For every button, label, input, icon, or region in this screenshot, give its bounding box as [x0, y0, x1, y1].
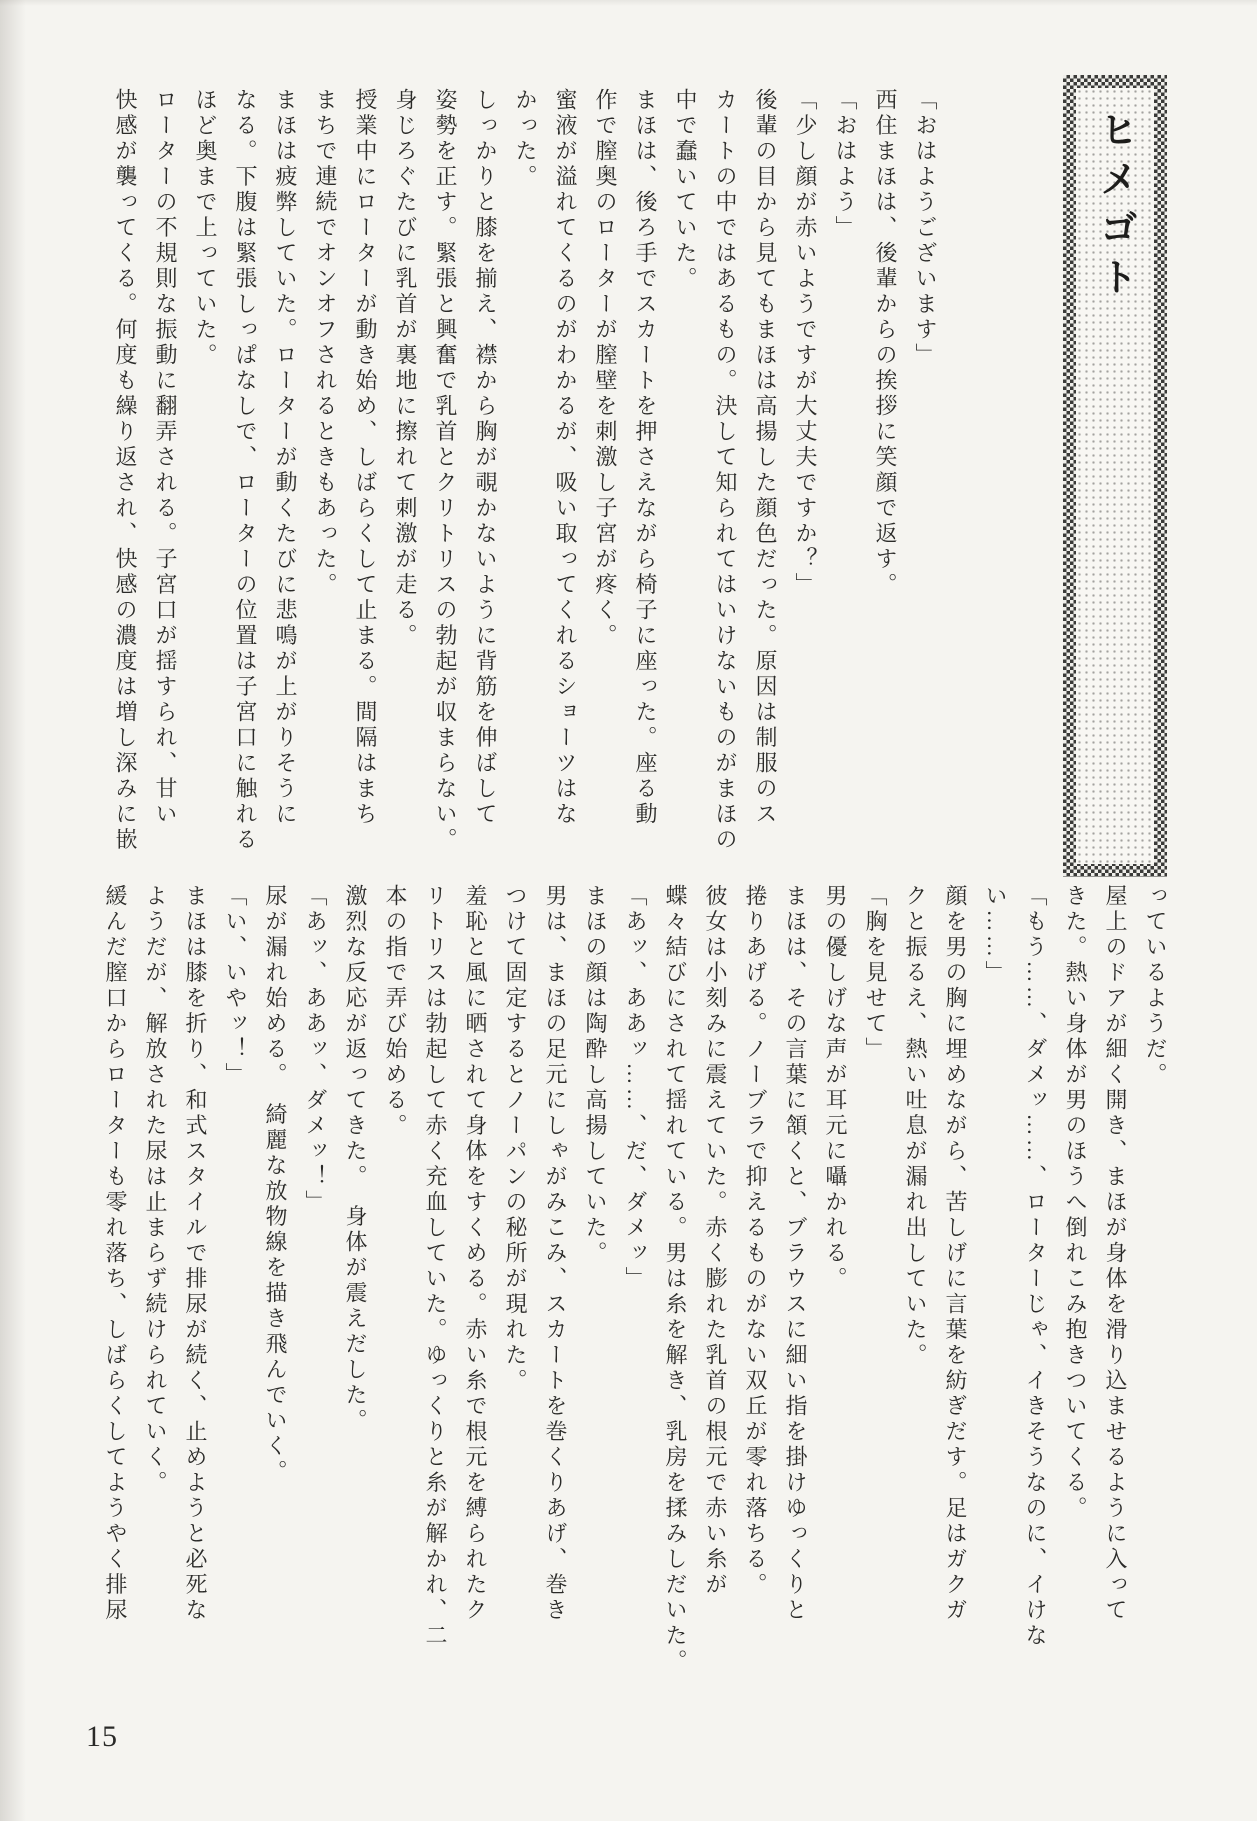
text-column: 捲りあげる。ノーブラで抑えるものがない双丘が零れ落ちる。 [743, 884, 768, 1598]
text-column: しっかりと膝を揃え、襟から胸が覗かないように背筋を伸ばして [473, 88, 498, 828]
text-column: クと振るえ、熱い吐息が漏れ出していた。 [903, 884, 928, 1369]
text-column: 中で蠢いていた。 [673, 88, 698, 292]
text-column: 尿が漏れ始める。 綺麗な放物線を描き飛んでいく。 [263, 884, 288, 1485]
text-column: 彼女は小刻みに震えていた。赤く膨れた乳首の根元で赤い糸が [703, 884, 728, 1598]
text-column: まほは、その言葉に頷くと、ブラウスに細い指を掛けゆっくりと [783, 884, 808, 1624]
page-title: ヒメゴト [1093, 110, 1136, 306]
text-column: 身じろぐたびに乳首が裏地に擦れて刺激が走る。 [393, 88, 418, 649]
text-column: かった。 [513, 88, 538, 190]
text-column: っているようだ。 [1143, 884, 1168, 1088]
text-column: 激烈な反応が返ってきた。 身体が震えだした。 [343, 884, 368, 1434]
text-section-lower [85, 884, 1175, 1694]
text-column: 「あッ、ああッ、ダメッ！」 [303, 884, 328, 1216]
text-column: 姿勢を正す。緊張と興奮で乳首とクリトリスの勃起が収まらない。 [433, 88, 458, 853]
text-column: ほど奥まで上っていた。 [193, 88, 218, 369]
text-column: 緩んだ膣口からローターも零れ落ち、しばらくしてようやく排尿 [103, 884, 128, 1624]
text-column: まほは、後ろ手でスカートを押さえながら椅子に座った。座る動 [633, 88, 658, 828]
text-column: 「少し顔が赤いようですが大丈夫ですか？」 [793, 88, 818, 598]
title-box [1063, 75, 1167, 877]
text-column: カートの中ではあるもの。決して知られてはいけないものがまほの [713, 88, 738, 853]
text-column: まちで連続でオンオフされるときもあった。 [313, 88, 338, 598]
text-column: 男の優しげな声が耳元に囁かれる。 [823, 884, 848, 1292]
text-column: なる。下腹は緊張しっぱなしで、ローターの位置は子宮口に触れる [233, 88, 258, 853]
text-column: ローターの不規則な振動に翻弄される。子宮口が揺すられ、甘い [153, 88, 178, 828]
text-column: 男は、まほの足元にしゃがみこみ、スカートを巻くりあげ、巻き [543, 884, 568, 1624]
text-column: リトリスは勃起して赤く充血していた。ゆっくりと糸が解かれ、二 [423, 884, 448, 1649]
text-column: 屋上のドアが細く開き、まほが身体を滑り込ませるように入って [1103, 884, 1128, 1624]
text-column: つけて固定するとノーパンの秘所が現れた。 [503, 884, 528, 1394]
page-number: 15 [86, 1720, 118, 1753]
text-column: まほは疲弊していた。ローターが動くたびに悲鳴が上がりそうに [273, 88, 298, 828]
text-column: 「胸を見せて」 [863, 884, 888, 1063]
text-column: 羞恥と風に晒されて身体をすくめる。赤い糸で根元を縛られたク [463, 884, 488, 1624]
text-column: い……」 [983, 884, 1008, 986]
text-column: 後輩の目から見てもまほは高揚した顔色だった。原因は制服のス [753, 88, 778, 828]
text-column: まほの顔は陶酔し高揚していた。 [583, 884, 608, 1267]
text-column: ようだが、解放された尿は止まらず続けられていく。 [143, 884, 168, 1496]
text-column: まほは膝を折り、和式スタイルで排尿が続く、止めようと必死な [183, 884, 208, 1624]
text-column: 授業中にローターが動き始め、しばらくして止まる。間隔はまち [353, 88, 378, 828]
text-column: 「もう……、ダメッ……、ローターじゃ、イきそうなのに、イけな [1023, 884, 1048, 1649]
text-column: 顔を男の胸に埋めながら、苦しげに言葉を紡ぎだす。足はガクガ [943, 884, 968, 1624]
text-column: 「あッ、ああッ……、だ、ダメッ」 [623, 884, 648, 1292]
text-column: 作で膣奥のローターが膣壁を刺激し子宮が疼く。 [593, 88, 618, 649]
text-column: 本の指で弄び始める。 [383, 884, 408, 1139]
text-column: 蜜液が溢れてくるのがわかるが、吸い取ってくれるショーツはな [553, 88, 578, 828]
text-column: きた。熱い身体が男のほうへ倒れこみ抱きついてくる。 [1063, 884, 1088, 1522]
text-column: 蝶々結びにされて揺れている。男は糸を解き、乳房を揉みしだいた。 [663, 884, 688, 1675]
title-box-pattern [1076, 88, 1154, 864]
text-section-upper [105, 88, 945, 888]
text-column: 西住まほは、後輩からの挨拶に笑顔で返す。 [873, 88, 898, 598]
text-column: 快感が襲ってくる。何度も繰り返され、快感の濃度は増し深みに嵌 [113, 88, 138, 853]
text-column: 「おはようございます」 [913, 88, 938, 369]
text-column: 「い、いやッ！」 [223, 884, 248, 1088]
text-column: 「おはよう」 [833, 88, 858, 241]
